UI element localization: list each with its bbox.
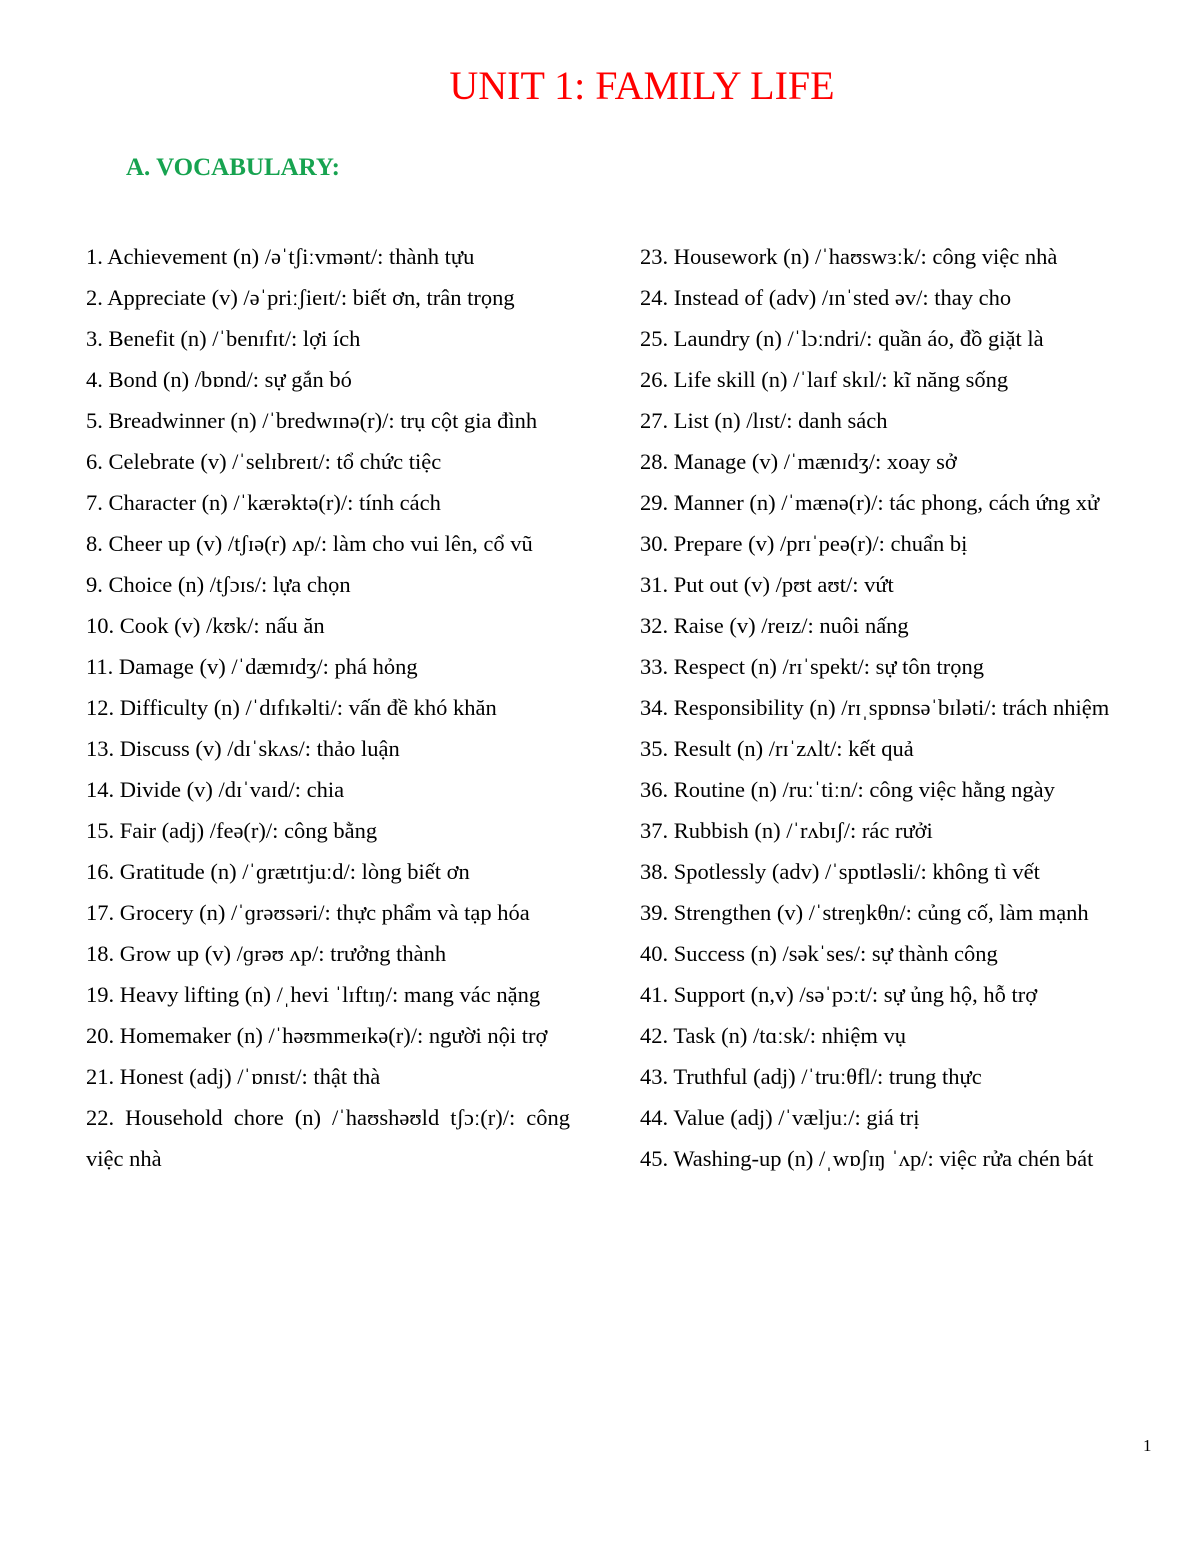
vocabulary-item: 41. Support (n,v) /səˈpɔːt/: sự ủng hộ, hỗ trợ [640,982,1038,1007]
vocabulary-item: 24. Instead of (adv) /ɪnˈsted əv/: thay cho [640,285,1012,310]
vocabulary-item: 20. Homemaker (n) /ˈhəʊmmeɪkə(r)/: người nội trợ [86,1023,548,1048]
vocabulary-item: 30. Prepare (v) /prɪˈpeə(r)/: chuẩn bị [640,531,968,556]
section-heading-vocabulary: A. VOCABULARY: [126,154,340,181]
vocabulary-item: 11. Damage (v) /ˈdæmɪdʒ/: phá hỏng [86,654,418,679]
vocabulary-item: 22. Household chore (n) /ˈhaʊshəʊld tʃɔː(r)/: công việc nhà [86,1105,570,1171]
vocabulary-item: 39. Strengthen (v) /ˈstreŋkθn/: củng cố, làm mạnh [640,900,1089,925]
vocabulary-item: 5. Breadwinner (n) /ˈbredwɪnə(r)/: trụ cột gia đình [86,408,538,433]
vocabulary-item: 25. Laundry (n) /ˈlɔːndri/: quần áo, đồ giặt là [640,326,1044,351]
vocabulary-item: 21. Honest (adj) /ˈɒnɪst/: thật thà [86,1064,381,1089]
vocabulary-item: 28. Manage (v) /ˈmænɪdʒ/: xoay sở [640,449,957,474]
vocabulary-item: 23. Housework (n) /ˈhaʊswɜːk/: công việc nhà [640,244,1058,269]
vocabulary-item: 45. Washing-up (n) /ˌwɒʃɪŋ ˈʌp/: việc rửa chén bát [640,1146,1094,1171]
vocabulary-item: 16. Gratitude (n) /ˈɡrætɪtjuːd/: lòng biết ơn [86,859,470,884]
vocabulary-item: 13. Discuss (v) /dɪˈskʌs/: thảo luận [86,736,400,761]
vocabulary-item: 4. Bond (n) /bɒnd/: sự gắn bó [86,367,352,392]
vocabulary-item: 27. List (n) /lɪst/: danh sách [640,408,888,433]
vocabulary-item: 40. Success (n) /səkˈses/: sự thành công [640,941,998,966]
vocabulary-item: 32. Raise (v) /reɪz/: nuôi nấng [640,613,909,638]
vocabulary-item: 2. Appreciate (v) /əˈpriːʃieɪt/: biết ơn, trân trọng [86,285,515,310]
vocabulary-item: 37. Rubbish (n) /ˈrʌbɪʃ/: rác rưởi [640,818,933,843]
vocabulary-item: 18. Grow up (v) /ɡrəʊ ʌp/: trưởng thành [86,941,447,966]
vocabulary-item: 42. Task (n) /tɑːsk/: nhiệm vụ [640,1023,907,1048]
vocabulary-item: 29. Manner (n) /ˈmænə(r)/: tác phong, cách ứng xử [640,490,1100,515]
vocabulary-item: 9. Choice (n) /tʃɔɪs/: lựa chọn [86,572,351,597]
vocabulary-item: 35. Result (n) /rɪˈzʌlt/: kết quả [640,736,914,761]
vocabulary-item: 43. Truthful (adj) /ˈtruːθfl/: trung thực [640,1064,982,1089]
vocabulary-item: 26. Life skill (n) /ˈlaɪf skɪl/: kĩ năng sống [640,367,1009,392]
vocabulary-item: 19. Heavy lifting (n) /ˌhevi ˈlɪftɪŋ/: mang vác nặng [86,982,541,1007]
vocabulary-item: 7. Character (n) /ˈkærəktə(r)/: tính cách [86,490,441,515]
vocabulary-item: 31. Put out (v) /pʊt aʊt/: vứt [640,572,894,597]
vocabulary-item: 6. Celebrate (v) /ˈselɪbreɪt/: tổ chức tiệc [86,449,442,474]
vocabulary-item: 12. Difficulty (n) /ˈdɪfɪkəlti/: vấn đề khó khăn [86,695,497,720]
page-title: UNIT 1: FAMILY LIFE [449,63,835,108]
vocabulary-item: 8. Cheer up (v) /tʃɪə(r) ʌp/: làm cho vui lên, cổ vũ [86,531,533,556]
vocabulary-item: 38. Spotlessly (adv) /ˈspɒtləsli/: không tì vết [640,859,1040,884]
vocabulary-item: 15. Fair (adj) /feə(r)/: công bằng [86,818,378,843]
vocabulary-item: 44. Value (adj) /ˈvæljuː/: giá trị [640,1105,920,1130]
vocabulary-item: 33. Respect (n) /rɪˈspekt/: sự tôn trọng [640,654,985,679]
vocabulary-item: 17. Grocery (n) /ˈɡrəʊsəri/: thực phẩm và tạp hóa [86,900,530,925]
vocabulary-item: 1. Achievement (n) /əˈtʃiːvmənt/: thành tựu [86,244,475,269]
vocabulary-list-left [86,236,570,1179]
vocabulary-item: 36. Routine (n) /ruːˈtiːn/: công việc hằng ngày [640,777,1055,802]
vocabulary-list-right [640,236,1126,1179]
vocabulary-item: 3. Benefit (n) /ˈbenɪfɪt/: lợi ích [86,326,361,351]
vocabulary-item: 14. Divide (v) /dɪˈvaɪd/: chia [86,777,345,802]
page-number: 1 [1143,1436,1152,1455]
vocabulary-item: 34. Responsibility (n) /rɪˌspɒnsəˈbɪləti/: trách nhiệm [640,695,1110,720]
vocabulary-item: 10. Cook (v) /kʊk/: nấu ăn [86,613,325,638]
